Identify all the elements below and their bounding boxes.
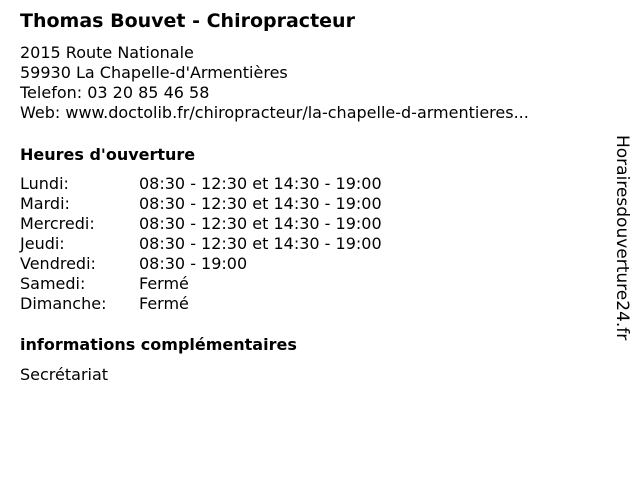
hours-value: 08:30 - 12:30 et 14:30 - 19:00 [139,174,382,193]
hours-value: 08:30 - 12:30 et 14:30 - 19:00 [139,194,382,213]
contact-block [20,43,529,123]
day-label: Mercredi: [20,214,95,233]
day-label: Samedi: [20,274,86,293]
hours-value: 08:30 - 19:00 [139,254,248,273]
site-watermark: Horairesdouverture24.fr [612,135,632,341]
phone-number[interactable]: Telefon: 03 20 85 46 58 [20,83,210,102]
hours-value: Fermé [139,294,189,313]
additional-info-text: Secrétariat [20,365,109,384]
hours-value: Fermé [139,274,189,293]
address-street: 2015 Route Nationale [20,43,194,62]
day-label: Jeudi: [20,234,65,253]
additional-info-heading: informations complémentaires [20,335,297,354]
hours-value: 08:30 - 12:30 et 14:30 - 19:00 [139,234,382,253]
website-link[interactable]: Web: www.doctolib.fr/chiropracteur/la-chapelle-d-armentieres... [20,103,529,122]
day-label: Mardi: [20,194,70,213]
hours-value: 08:30 - 12:30 et 14:30 - 19:00 [139,214,382,233]
opening-hours-heading: Heures d'ouverture [20,145,196,164]
day-label: Lundi: [20,174,69,193]
address-city: 59930 La Chapelle-d'Armentières [20,63,288,82]
business-name: Thomas Bouvet - Chiropracteur [20,10,355,32]
day-label: Vendredi: [20,254,96,273]
day-label: Dimanche: [20,294,107,313]
